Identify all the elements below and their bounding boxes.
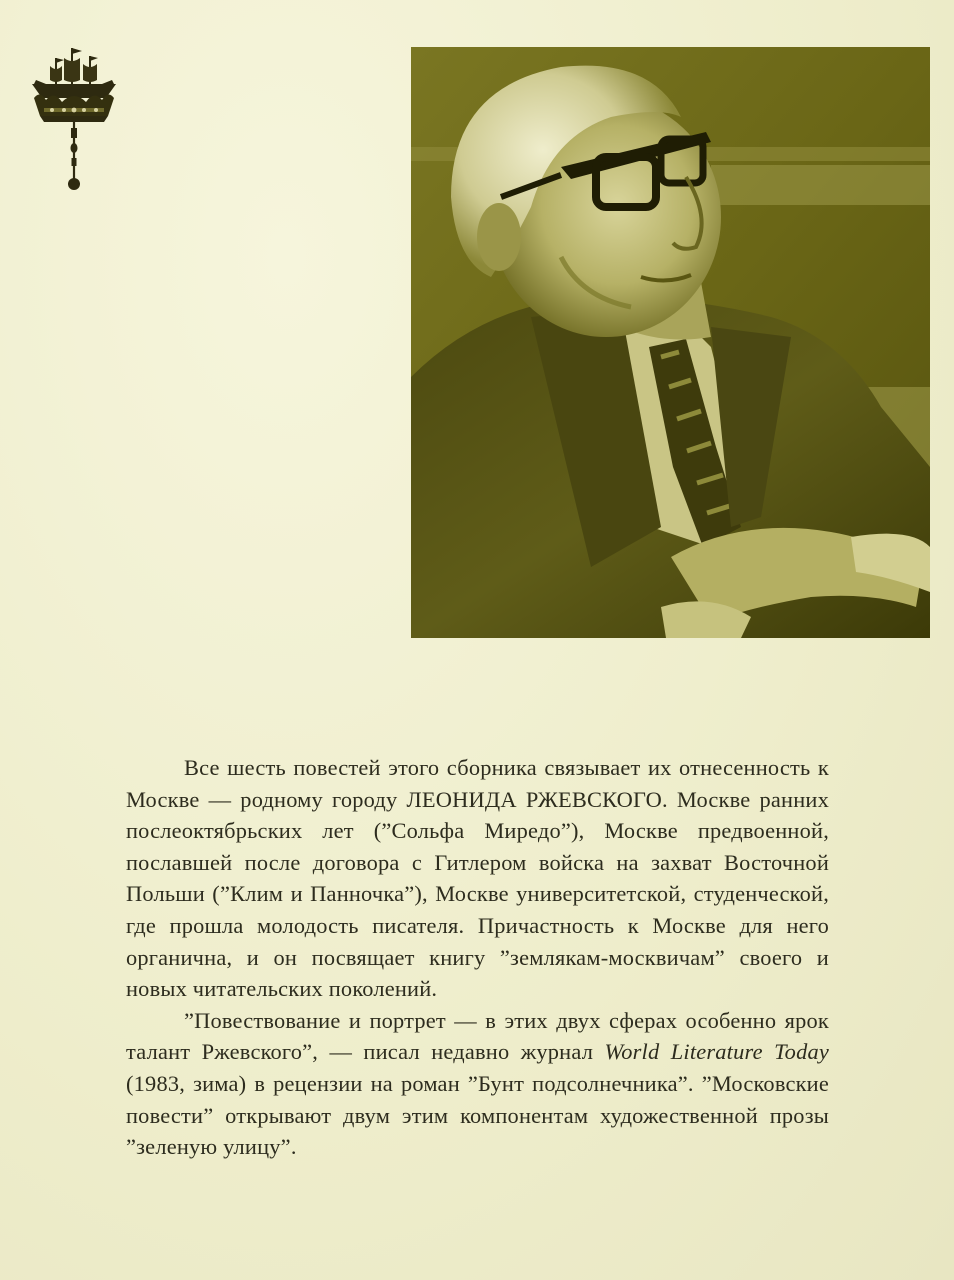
ship-crown-emblem-icon [26,44,122,194]
paragraph-2-part-2: (1983, зима) в рецензии на роман ”Бунт подсолнечника”. ”Московские повести” открывают двум этим компонентам художественной прозы ”зеленую улицу”. [126,1070,829,1160]
author-portrait-photo [411,47,930,638]
paragraph-2-part-1: ”Повествование и портрет — в этих двух сферах особенно ярок талант Ржевского”, — писал недавно журнал [126,1007,829,1065]
paragraph-1: Все шесть повестей этого сборника связывает их отнесенность к Москве — родному городу ЛЕОНИДА РЖЕВСКОГО. Москве ранних послеоктябрьских лет (”Сольфа Миредо”), Москве предвоенной, пославшей после договора с Гитлером войска на захват Восточной Польши (”Клим и Панночка”), Москве университетской, студенческой, где прошла молодость писателя. Причастность к Москве для него органична, и он посвящает книгу ”землякам-москвичам” своего и новых читательских поколений. [126,755,829,1002]
journal-title: World Literature Today [604,1039,830,1065]
paragraph-2 [126,1005,829,1163]
description-text [126,752,829,1163]
